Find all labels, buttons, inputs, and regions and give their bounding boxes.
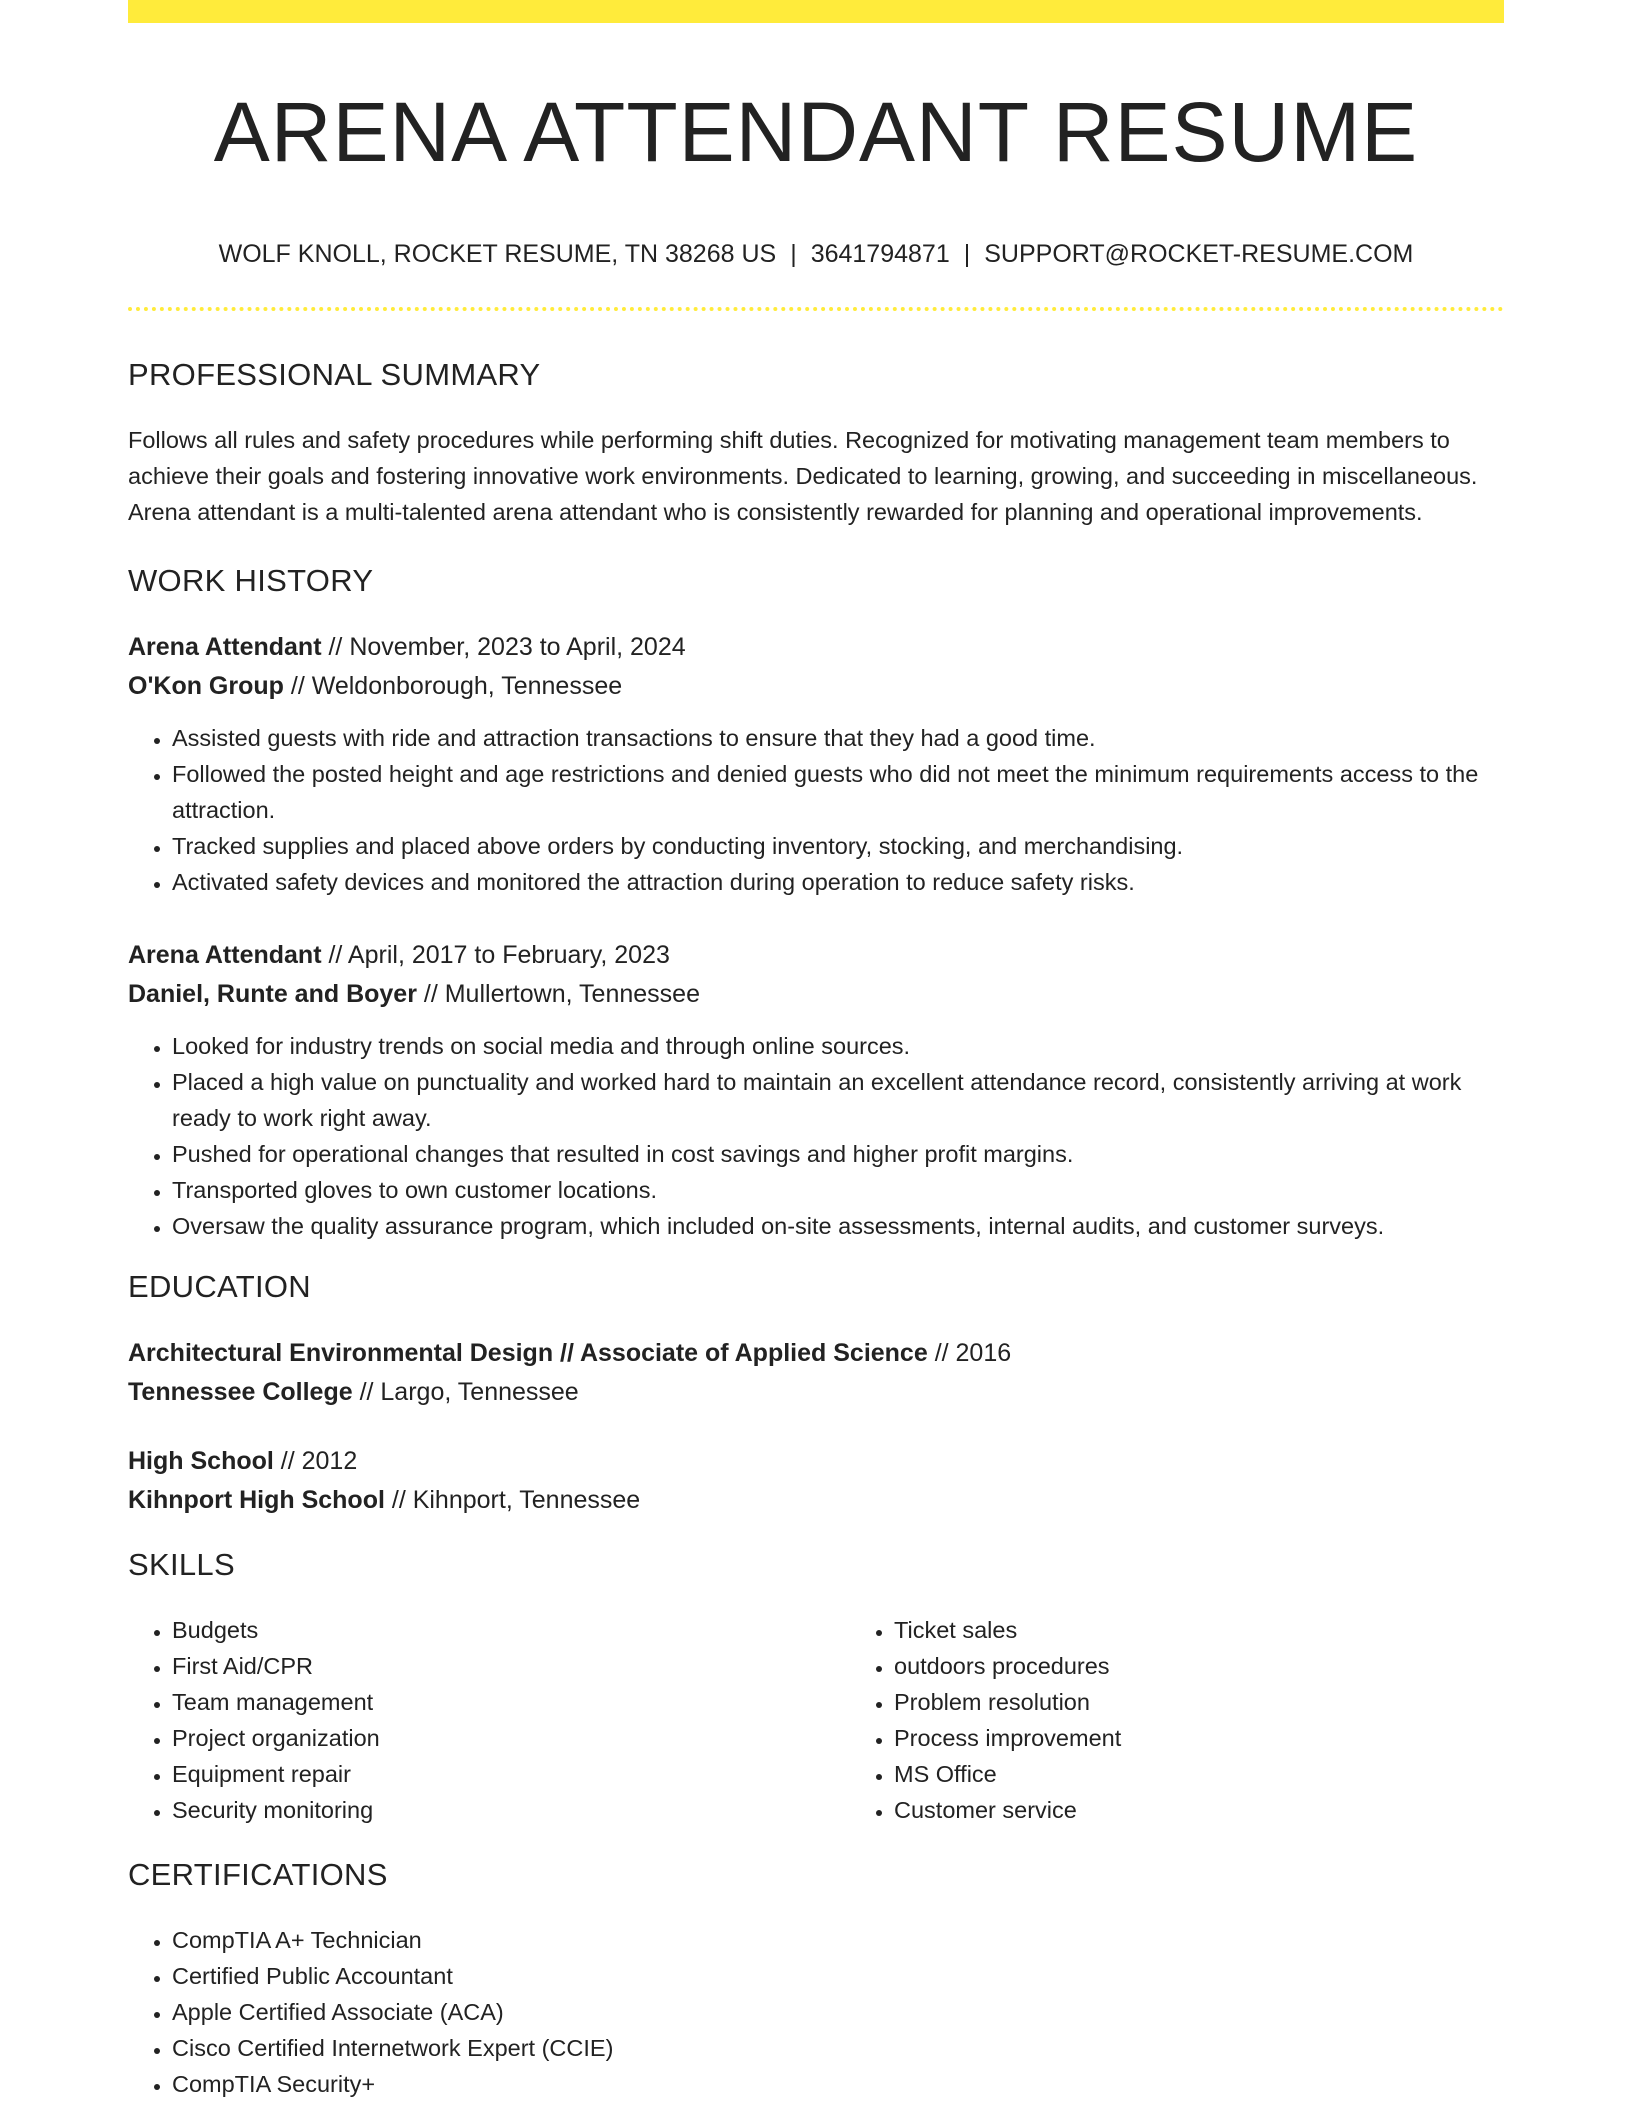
education-section bbox=[128, 1262, 1504, 1520]
education-school: Tennessee College bbox=[128, 1378, 353, 1406]
list-item: • Followed the posted height and age restrictions and denied guests who did not meet the minimum requirements access to the attraction. bbox=[172, 756, 1504, 828]
list-item: • MS Office bbox=[894, 1756, 1572, 1792]
section-heading-summary: PROFESSIONAL SUMMARY bbox=[128, 357, 541, 392]
certifications-list bbox=[128, 1922, 1504, 2102]
contact-separator: | bbox=[963, 240, 971, 268]
education-school-line bbox=[128, 1481, 1504, 1520]
list-item: • Looked for industry trends on social media and through online sources. bbox=[172, 1028, 1504, 1064]
contact-line bbox=[128, 236, 1504, 272]
skills-section bbox=[128, 1540, 1504, 1828]
job-company-line bbox=[128, 667, 1504, 706]
education-school: Kihnport High School bbox=[128, 1486, 385, 1514]
section-heading-certifications: CERTIFICATIONS bbox=[128, 1857, 388, 1892]
education-degree-line bbox=[128, 1334, 1504, 1373]
summary-text: Follows all rules and safety procedures while performing shift duties. Recognized for motivating management team members to achieve their goals and fostering innovative work environments. Dedicated to learning, growing, and succeeding in miscellaneous. Arena attendant is a multi-talented arena attendant who is consistently rewarded for planning and operational improvements. bbox=[128, 427, 1478, 525]
list-item: • Tracked supplies and placed above orders by conducting inventory, stocking, and merchandising. bbox=[172, 828, 1504, 864]
skills-column-left bbox=[128, 1612, 850, 1828]
contact-address: WOLF KNOLL, ROCKET RESUME, TN 38268 US bbox=[218, 240, 777, 268]
list-item: • Budgets bbox=[172, 1612, 850, 1648]
list-item: • outdoors procedures bbox=[894, 1648, 1572, 1684]
contact-phone: 3641794871 bbox=[810, 240, 950, 268]
list-item: • Activated safety devices and monitored the attraction during operation to reduce safety risks. bbox=[172, 864, 1504, 900]
education-year: // 2016 bbox=[927, 1339, 1012, 1367]
dotted-divider bbox=[128, 307, 1504, 311]
education-degree: High School bbox=[128, 1447, 274, 1475]
education-entry bbox=[128, 1334, 1504, 1412]
job-dates: // November, 2023 to April, 2024 bbox=[321, 633, 686, 661]
section-heading-skills: SKILLS bbox=[128, 1547, 235, 1582]
education-degree: Architectural Environmental Design // Associate of Applied Science bbox=[128, 1339, 928, 1367]
job-company: Daniel, Runte and Boyer bbox=[128, 980, 417, 1008]
skills-column-right bbox=[850, 1612, 1572, 1828]
job-title-line bbox=[128, 936, 1504, 975]
job-entry bbox=[128, 628, 1504, 900]
job-bullets bbox=[128, 1028, 1504, 1244]
page-title: ARENA ATTENDANT RESUME bbox=[213, 85, 1419, 179]
contact-email: SUPPORT@ROCKET-RESUME.COM bbox=[984, 240, 1414, 268]
list-item: • Customer service bbox=[894, 1792, 1572, 1828]
job-location: // Mullertown, Tennessee bbox=[416, 980, 700, 1008]
list-item: • Transported gloves to own customer locations. bbox=[172, 1172, 1504, 1208]
list-item: • Apple Certified Associate (ACA) bbox=[172, 1994, 1504, 2030]
list-item: • Process improvement bbox=[894, 1720, 1572, 1756]
list-item: • Team management bbox=[172, 1684, 850, 1720]
education-entry bbox=[128, 1442, 1504, 1520]
education-year: // 2012 bbox=[273, 1447, 358, 1475]
resume-content bbox=[128, 350, 1504, 2102]
list-item: • Security monitoring bbox=[172, 1792, 850, 1828]
skills-grid bbox=[128, 1612, 1504, 1828]
work-history-section bbox=[128, 556, 1504, 1244]
list-item: • First Aid/CPR bbox=[172, 1648, 850, 1684]
list-item: • Project organization bbox=[172, 1720, 850, 1756]
list-item: • Problem resolution bbox=[894, 1684, 1572, 1720]
job-title: Arena Attendant bbox=[128, 941, 322, 969]
job-title-line bbox=[128, 628, 1504, 667]
certifications-section bbox=[128, 1850, 1504, 2102]
job-location: // Weldonborough, Tennessee bbox=[283, 672, 623, 700]
list-item: • Cisco Certified Internetwork Expert (CCIE) bbox=[172, 2030, 1504, 2066]
accent-bar bbox=[128, 0, 1504, 23]
job-entry bbox=[128, 936, 1504, 1244]
job-bullets bbox=[128, 720, 1504, 900]
education-school-line bbox=[128, 1373, 1504, 1412]
list-item: • CompTIA Security+ bbox=[172, 2066, 1504, 2102]
list-item: • Pushed for operational changes that resulted in cost savings and higher profit margins. bbox=[172, 1136, 1504, 1172]
list-item: • CompTIA A+ Technician bbox=[172, 1922, 1504, 1958]
education-location: // Largo, Tennessee bbox=[352, 1378, 579, 1406]
education-location: // Kihnport, Tennessee bbox=[384, 1486, 641, 1514]
contact-separator: | bbox=[790, 240, 797, 268]
list-item: • Oversaw the quality assurance program, which included on-site assessments, internal audits, and customer surveys. bbox=[172, 1208, 1504, 1244]
list-item: • Certified Public Accountant bbox=[172, 1958, 1504, 1994]
job-title: Arena Attendant bbox=[128, 633, 322, 661]
job-company: O'Kon Group bbox=[128, 672, 284, 700]
list-item: • Placed a high value on punctuality and worked hard to maintain an excellent attendance record, consistently arriving at work ready to work right away. bbox=[172, 1064, 1504, 1136]
list-item: • Assisted guests with ride and attraction transactions to ensure that they had a good time. bbox=[172, 720, 1504, 756]
summary-section bbox=[128, 350, 1504, 530]
job-company-line bbox=[128, 975, 1504, 1014]
list-item: • Equipment repair bbox=[172, 1756, 850, 1792]
job-dates: // April, 2017 to February, 2023 bbox=[321, 941, 670, 969]
section-heading-education: EDUCATION bbox=[128, 1269, 311, 1304]
list-item: • Ticket sales bbox=[894, 1612, 1572, 1648]
education-degree-line bbox=[128, 1442, 1504, 1481]
section-heading-work: WORK HISTORY bbox=[128, 563, 374, 598]
